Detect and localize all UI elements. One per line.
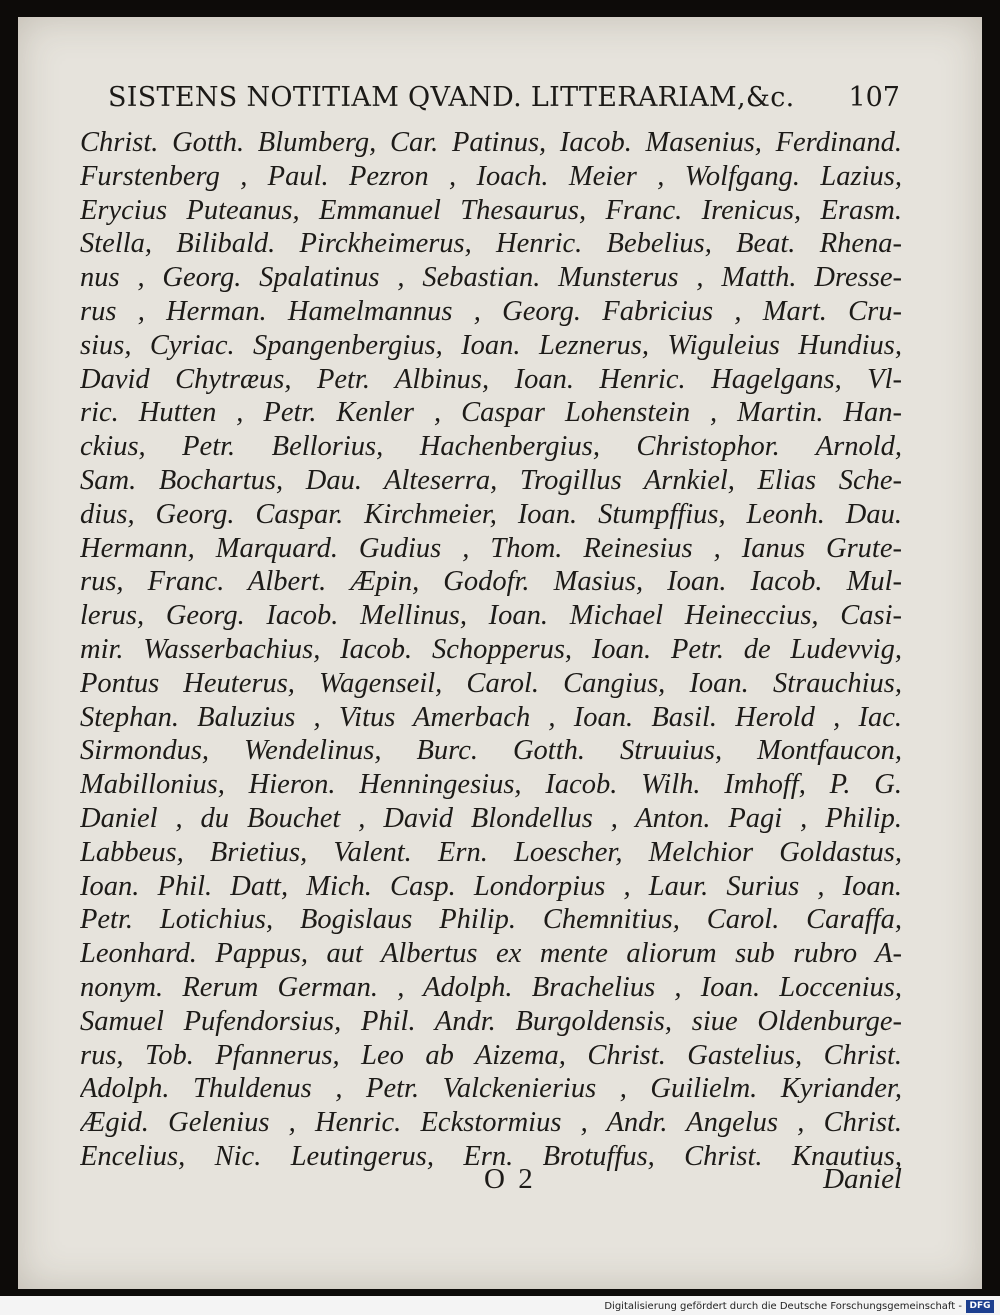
text-line: mir. Wasserbachius, Iacob. Schopperus, Ioan. Petr. de Ludevvig, — [80, 633, 902, 665]
text-line: Adolph. Thuldenus , Petr. Valckenierius , Guilielm. Kyriander, — [80, 1073, 902, 1105]
text-line: Sirmondus, Wendelinus, Burc. Gotth. Struuius, Montfaucon, — [80, 735, 902, 767]
text-line: Ægid. Gelenius , Henric. Eckstormius , Andr. Angelus , Christ. — [80, 1107, 902, 1139]
text-line: Pontus Heuterus, Wagenseil, Carol. Cangius, Ioan. Strauchius, — [80, 667, 902, 699]
text-line: Encelius, Nic. Leutingerus, Ern. Brotuffus, Christ. Knautius, — [80, 1140, 902, 1172]
text-line: Leonhard. Pappus, aut Albertus ex mente aliorum sub rubro A- — [80, 938, 902, 970]
dfg-credit-text: Digitalisierung gefördert durch die Deutsche Forschungsgemeinschaft - — [604, 1301, 962, 1312]
text-line: Stephan. Baluzius , Vitus Amerbach , Ioan. Basil. Herold , Iac. — [80, 701, 902, 733]
text-line: Daniel , du Bouchet , David Blondellus , Anton. Pagi , Philip. — [80, 802, 902, 834]
text-line: lerus, Georg. Iacob. Mellinus, Ioan. Michael Heineccius, Casi- — [80, 600, 902, 632]
running-title: SISTENS NOTITIAM QVAND. LITTERARIAM,&c. — [108, 82, 795, 113]
text-line: nonym. Rerum German. , Adolph. Brachelius , Ioan. Loccenius, — [80, 971, 902, 1003]
page-footer — [80, 1163, 902, 1199]
text-line: rus, Franc. Albert. Æpin, Godofr. Masius, Ioan. Iacob. Mul- — [80, 566, 902, 598]
text-line: Petr. Lotichius, Bogislaus Philip. Chemnitius, Carol. Caraffa, — [80, 904, 902, 936]
signature-mark: O 2 — [484, 1163, 536, 1195]
text-line: Stella, Bilibald. Pirckheimerus, Henric. Bebelius, Beat. Rhena- — [80, 228, 902, 260]
page-number: 107 — [848, 82, 900, 113]
text-line: Furstenberg , Paul. Pezron , Ioach. Meier , Wolfgang. Lazius, — [80, 160, 902, 192]
text-line: Mabillonius, Hieron. Henningesius, Iacob. Wilh. Imhoff, P. G. — [80, 769, 902, 801]
text-line: Ioan. Phil. Datt, Mich. Casp. Londorpius , Laur. Surius , Ioan. — [80, 870, 902, 902]
text-line: rus , Herman. Hamelmannus , Georg. Fabricius , Mart. Cru- — [80, 295, 902, 327]
text-line: Labbeus, Brietius, Valent. Ern. Loescher, Melchior Goldastus, — [80, 836, 902, 868]
dfg-logo-icon: DFG — [966, 1300, 994, 1313]
text-line: Erycius Puteanus, Emmanuel Thesaurus, Franc. Irenicus, Erasm. — [80, 194, 902, 226]
catchword: Daniel — [823, 1163, 902, 1195]
text-line: Sam. Bochartus, Dau. Alteserra, Trogillus Arnkiel, Elias Sche- — [80, 464, 902, 496]
text-line: rus, Tob. Pfannerus, Leo ab Aizema, Christ. Gastelius, Christ. — [80, 1039, 902, 1071]
text-line: nus , Georg. Spalatinus , Sebastian. Munsterus , Matth. Dresse- — [80, 262, 902, 294]
text-line: ric. Hutten , Petr. Kenler , Caspar Lohenstein , Martin. Han- — [80, 397, 902, 429]
text-line: dius, Georg. Caspar. Kirchmeier, Ioan. Stumpffius, Leonh. Dau. — [80, 498, 902, 530]
running-header — [108, 82, 900, 122]
text-line: sius, Cyriac. Spangenbergius, Ioan. Leznerus, Wiguleius Hundius, — [80, 329, 902, 361]
text-line: ckius, Petr. Bellorius, Hachenbergius, Christophor. Arnold, — [80, 431, 902, 463]
text-line: Christ. Gotth. Blumberg, Car. Patinus, Iacob. Masenius, Ferdinand. — [80, 127, 902, 158]
text-line: David Chytræus, Petr. Albinus, Ioan. Henric. Hagelgans, Vl- — [80, 363, 902, 395]
body-text — [80, 126, 902, 1174]
text-line: Hermann, Marquard. Gudius , Thom. Reinesius , Ianus Grute- — [80, 532, 902, 564]
text-line: Samuel Pufendorsius, Phil. Andr. Burgoldensis, siue Oldenburge- — [80, 1005, 902, 1037]
